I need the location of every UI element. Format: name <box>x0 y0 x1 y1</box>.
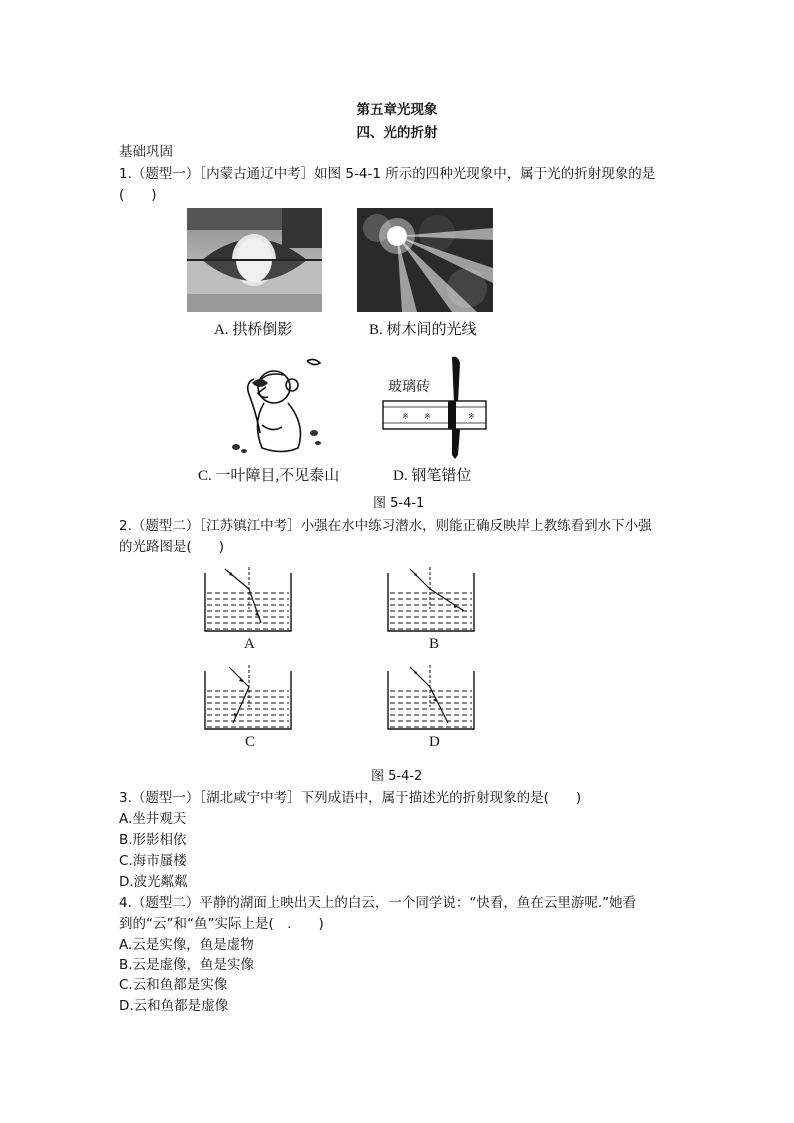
pen-glass-brick-diagram <box>378 355 493 460</box>
arch-bridge-reflection-photo <box>187 208 322 312</box>
light-path-diagram-c <box>203 663 293 731</box>
caption-c: C. 一叶障目,不见泰山 <box>198 468 340 484</box>
question-3-option-a: A.坐井观天 <box>119 811 187 827</box>
caption-b: B. 树木间的光线 <box>369 322 477 338</box>
diagram-label-a: A <box>244 636 255 652</box>
question-3-option-d: D.波光粼粼 <box>119 874 188 890</box>
question-2-stem: 2.（题型二）［江苏镇江中考］小强在水中练习潜水，则能正确反映岸上教练看到水下小强 <box>119 518 652 534</box>
light-path-diagram-b <box>386 565 476 633</box>
section-title: 四、光的折射 <box>356 125 438 141</box>
light-path-diagram-d <box>386 663 476 731</box>
section-label: 基础巩固 <box>119 144 173 160</box>
question-4-option-c: C.云和鱼都是实像 <box>119 977 228 993</box>
leaf-over-eye-cartoon <box>222 353 332 461</box>
sunlight-through-trees-photo <box>357 208 493 312</box>
svg-text:※: ※ <box>424 412 431 421</box>
glass-brick-label: 玻璃砖 <box>388 379 430 395</box>
question-4-option-b: B.云是虚像，鱼是实像 <box>119 957 255 973</box>
svg-text:※: ※ <box>468 412 475 421</box>
question-3-option-b: B.形影相依 <box>119 832 187 848</box>
question-4-stem-cont: 到的“云”和“鱼”实际上是( . ) <box>119 916 324 932</box>
diagram-label-b: B <box>429 636 440 652</box>
caption-a: A. 拱桥倒影 <box>214 322 293 338</box>
question-4-option-a: A.云是实像，鱼是虚物 <box>119 937 254 953</box>
caption-d: D. 钢笔错位 <box>393 468 472 484</box>
question-1-answer-blank: ( ) <box>119 187 157 203</box>
figure-5-4-1-label: 图 5-4-1 <box>373 496 425 511</box>
figure-5-4-2-label: 图 5-4-2 <box>371 769 423 784</box>
chapter-title: 第五章光现象 <box>356 102 438 118</box>
question-4-stem: 4.（题型二）平静的湖面上映出天上的白云，一个同学说：“快看，鱼在云里游呢.”她看 <box>119 895 637 911</box>
question-3-option-c: C.海市蜃楼 <box>119 853 187 869</box>
question-4-option-d: D.云和鱼都是虚像 <box>119 998 229 1014</box>
light-path-diagram-a <box>203 565 293 633</box>
question-1-stem: 1.（题型一）［内蒙古通辽中考］如图 5-4-1 所示的四种光现象中，属于光的折射现象的是 <box>119 166 656 182</box>
svg-text:※: ※ <box>402 412 409 421</box>
diagram-label-d: D <box>429 734 440 750</box>
question-2-stem-cont: 的光路图是( ) <box>119 539 225 555</box>
question-3-stem: 3.（题型一）［湖北咸宁中考］下列成语中，属于描述光的折射现象的是( ) <box>119 790 582 806</box>
diagram-label-c: C <box>245 734 256 750</box>
